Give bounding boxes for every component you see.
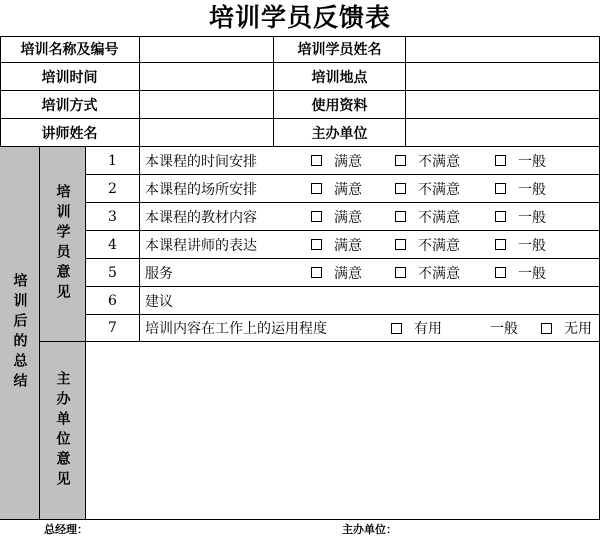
field-student-name[interactable] [406,36,600,63]
option-average[interactable] [495,151,546,171]
field-lecturer-name[interactable] [140,119,274,147]
option-useful[interactable] [391,318,467,338]
checkbox-icon[interactable] [495,183,506,194]
field-organizer[interactable] [406,119,600,147]
summary-section-label [0,147,40,520]
item-row [140,231,600,259]
item-text: 本课程讲师的表达 [145,237,257,254]
item-text: 本课程的时间安排 [145,153,257,170]
option-average[interactable] [495,263,546,283]
field-training-method[interactable] [140,91,274,119]
checkbox-icon[interactable] [495,267,506,278]
option-label: 有用 [414,321,442,337]
field-training-location[interactable] [406,63,600,91]
option-average[interactable] [495,207,546,227]
summary-section-text: 培训后的总结 [11,273,28,393]
option-label: 一般 [518,237,546,254]
checkbox-icon[interactable] [311,183,322,194]
item-number: 2 [86,175,140,203]
option-label: 不满意 [418,265,460,282]
option-unsatisfied[interactable] [395,263,495,283]
label-organizer: 主办单位 [274,119,406,147]
field-course-name[interactable] [140,36,274,63]
option-label: 一般 [518,153,546,170]
checkbox-icon[interactable] [311,155,322,166]
checkbox-icon[interactable] [395,239,406,250]
item-text: 本课程的场所安排 [145,181,257,198]
option-average[interactable] [495,235,546,255]
option-label: 满意 [334,237,362,254]
option-label: 不满意 [418,237,460,254]
label-course-name: 培训名称及编号 [0,36,140,63]
item-number: 3 [86,203,140,231]
option-average[interactable] [467,318,541,338]
option-label: 不满意 [418,209,460,226]
option-unsatisfied[interactable] [395,151,495,171]
label-student-name: 培训学员姓名 [274,36,406,63]
option-satisfied[interactable] [311,151,395,171]
item-row [140,315,600,342]
item-row-suggestion[interactable] [140,287,600,315]
item-text: 培训内容在工作上的运用程度 [145,321,327,337]
option-unsatisfied[interactable] [395,179,495,199]
item-text: 建议 [145,293,173,310]
organizer-opinion-label [40,342,86,520]
checkbox-icon[interactable] [495,211,506,222]
checkbox-icon[interactable] [395,155,406,166]
checkbox-icon[interactable] [311,211,322,222]
option-label: 一般 [518,181,546,198]
option-label: 满意 [334,153,362,170]
item-number: 5 [86,259,140,287]
organizer-opinion-text: 主办单位意见 [54,370,71,491]
label-lecturer-name: 讲师姓名 [0,119,140,147]
item-text: 服务 [145,265,173,282]
checkbox-icon[interactable] [311,239,322,250]
item-number: 6 [86,287,140,315]
checkbox-icon[interactable] [395,211,406,222]
option-label: 无用 [564,321,592,337]
field-materials[interactable] [406,91,600,119]
checkbox-icon[interactable] [391,323,402,334]
option-label: 一般 [490,321,518,337]
option-satisfied[interactable] [311,263,395,283]
option-label: 一般 [518,209,546,226]
option-satisfied[interactable] [311,207,395,227]
option-satisfied[interactable] [311,235,395,255]
option-label: 满意 [334,181,362,198]
item-row [140,147,600,175]
option-label: 不满意 [418,181,460,198]
form-title: 培训学员反馈表 [208,3,391,32]
option-label: 一般 [518,265,546,282]
checkbox-icon[interactable] [311,267,322,278]
label-materials: 使用资料 [274,91,406,119]
item-number: 7 [86,315,140,342]
label-training-location: 培训地点 [274,63,406,91]
checkbox-icon[interactable] [395,267,406,278]
item-row [140,203,600,231]
checkbox-icon[interactable] [495,155,506,166]
student-opinion-label [40,147,86,342]
option-unsatisfied[interactable] [395,207,495,227]
option-satisfied[interactable] [311,179,395,199]
student-opinion-text: 培训学员意见 [54,184,71,304]
option-unsatisfied[interactable] [395,235,495,255]
item-text: 本课程的教材内容 [145,209,257,226]
item-row [140,259,600,287]
field-training-time[interactable] [140,63,274,91]
checkbox-icon[interactable] [541,323,552,334]
checkbox-icon[interactable] [395,183,406,194]
option-label: 不满意 [418,153,460,170]
footer-organizer: 主办单位： [342,523,397,536]
checkbox-icon[interactable] [495,239,506,250]
option-average[interactable] [495,179,546,199]
option-label: 满意 [334,209,362,226]
option-useless[interactable] [541,318,592,338]
item-number: 4 [86,231,140,259]
footer-general-manager: 总经理： [44,523,88,536]
item-number: 1 [86,147,140,175]
organizer-opinion-area[interactable] [86,342,600,520]
option-label: 满意 [334,265,362,282]
item-row [140,175,600,203]
label-training-time: 培训时间 [0,63,140,91]
label-training-method: 培训方式 [0,91,140,119]
